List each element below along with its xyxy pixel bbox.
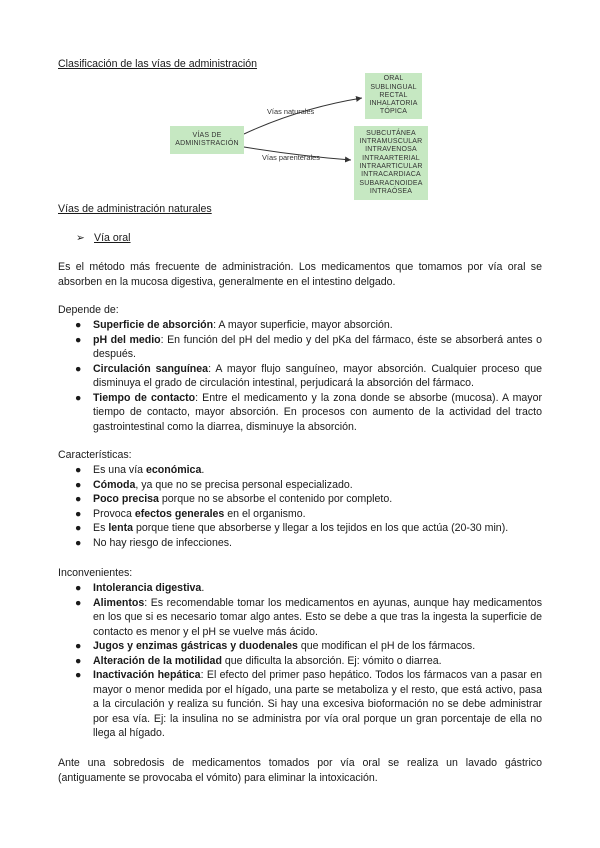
item-term: Alteración de la motilidad [93, 654, 222, 667]
item-text: porque no se absorbe el contenido por completo. [158, 493, 393, 505]
subheading-via-oral [76, 232, 131, 244]
label-parenterales: Vías parenterales [262, 153, 320, 162]
via-natural-item: INHALATORIA [369, 100, 418, 108]
heading-naturales: Vías de administración naturales [58, 203, 212, 215]
subheading-text: Vía oral [94, 232, 131, 244]
item-text: Es [93, 522, 109, 534]
item-text: No hay riesgo de infecciones. [93, 536, 232, 549]
item-text: : A mayor flujo sanguíneo, mayor absorción. Cualquier proceso que disminuya el grado de circulación intestinal, perjudicará la absorción del fármaco. [93, 362, 542, 389]
item-term: lenta [108, 522, 134, 534]
bullet-icon: ● [75, 391, 82, 404]
root-box-line: VÍAS DE [192, 131, 222, 139]
arrow-bullet-icon: ➢ [76, 232, 85, 244]
root-box [170, 126, 244, 154]
item-term: económica [146, 464, 202, 476]
via-natural-item: SUBLINGUAL [370, 83, 417, 91]
inconveniente-item [58, 581, 542, 596]
item-term: Circulación sanguínea [93, 362, 209, 375]
bullet-icon: ● [75, 333, 82, 346]
depende-item [58, 362, 542, 391]
label-naturales: Vías naturales [267, 107, 315, 116]
via-parenteral-item: INTRAARTERIAL [362, 154, 420, 162]
via-parenteral-item: INTRACARDIACA [361, 171, 421, 179]
depende-list [58, 318, 542, 434]
item-text: que modifican el pH de los fármacos. [297, 640, 476, 652]
item-text: . [201, 464, 205, 476]
inconvenientes-label: Inconvenientes: [58, 567, 133, 579]
intro-paragraph: Es el método más frecuente de administración. Los medicamentos que tomamos por vía oral se absorben en la mucosa digestiva, generalmente en el intestino delgado. [58, 261, 542, 288]
via-parenteral-item: SUBCUTÁNEA [366, 129, 416, 137]
depende-item [58, 333, 542, 362]
item-term: Poco precisa [93, 493, 159, 505]
via-natural-item: ORAL [383, 75, 404, 83]
bullet-icon: ● [75, 493, 82, 505]
item-text: . [201, 582, 205, 594]
caracteristica-item [58, 463, 542, 478]
item-text: Es una vía [93, 464, 146, 476]
item-term: Cómoda [93, 478, 136, 491]
via-parenteral-item: INTRAÓSEA [369, 187, 413, 195]
via-parenteral-item: INTRAVENOSA [365, 146, 417, 154]
bullet-icon: ● [75, 654, 82, 667]
heading-clasificacion: Clasificación de las vías de administración [58, 58, 258, 70]
bullet-icon: ● [75, 478, 82, 491]
item-term: Jugos y enzimas gástricas y duodenales [93, 640, 298, 652]
depende-label: Depende de: [58, 304, 119, 316]
bullet-icon: ● [75, 522, 82, 534]
diagram-arrows [0, 0, 600, 210]
bullet-icon: ● [75, 640, 82, 652]
caracteristica-item [58, 536, 542, 551]
item-term: Intolerancia digestiva [93, 582, 202, 594]
via-parenteral-item: INTRAMUSCULAR [359, 138, 423, 146]
item-text: : Entre el medicamento y la zona donde se absorbe (mucosa). A mayor tiempo de contacto, mayor absorción. En procesos con aumento de la actividad del tracto gastrointestinal como la diarrea, disminuye la absorción. [93, 391, 542, 433]
inconveniente-item [58, 668, 542, 741]
parenterales-box [354, 126, 428, 200]
caracteristica-item [58, 521, 542, 536]
via-natural-item: TÓPICA [379, 108, 408, 116]
item-term: Superficie de absorción [93, 319, 214, 331]
caracteristica-item [58, 507, 542, 522]
inconveniente-item [58, 654, 542, 669]
bullet-icon: ● [75, 319, 82, 331]
item-term: Tiempo de contacto [93, 391, 196, 404]
bullet-icon: ● [75, 669, 82, 681]
item-term: Alimentos [93, 596, 145, 609]
bullet-icon: ● [75, 582, 82, 594]
item-text: que dificulta la absorción. Ej: vómito o diarrea. [221, 654, 442, 667]
item-text: Provoca [93, 507, 135, 520]
root-box-line: ADMINISTRACIÓN [175, 140, 239, 147]
item-text: : El efecto del primer paso hepático. Todos los fármacos van a pasar en mayor o menor medida por el hígado, una parte se metaboliza y el resto, que está activo, pasa a la circulación y realiza su función. Si hay una excesiva bioformación no se debe administrar por esa vía. Ej: la insulina no se administra por vía oral porque un gran porcentaje de ella no llega al hígado. [93, 669, 543, 739]
bullet-icon: ● [75, 536, 82, 549]
arrow-naturales [244, 98, 362, 134]
bullet-icon: ● [75, 507, 82, 520]
item-text: : Es recomendable tomar los medicamentos en ayunas, aunque hay medicamentos en los que si es necesario tomar algo antes. Esto se debe a que tras la ingesta la superficie de contacto es menor y el pH se vuelve más ácido. [93, 596, 542, 638]
depende-item [58, 318, 542, 333]
via-parenteral-item: INTRAARTICULAR [359, 163, 423, 170]
item-term: efectos generales [134, 507, 225, 520]
inconveniente-item [58, 596, 542, 640]
item-text: , ya que no se precisa personal especializado. [135, 478, 353, 491]
inconveniente-item [58, 639, 542, 654]
bullet-icon: ● [75, 464, 82, 476]
depende-item [58, 391, 542, 435]
item-text: porque tiene que absorberse y llegar a los tejidos en los que actúa (20-30 min). [133, 522, 509, 534]
classification-diagram [0, 0, 600, 210]
item-text: en el organismo. [224, 507, 306, 520]
via-parenteral-item: SUBARACNOIDEA [359, 179, 423, 187]
bullet-icon: ● [75, 362, 82, 375]
caracteristica-item [58, 492, 542, 507]
item-text: : A mayor superficie, mayor absorción. [213, 319, 393, 331]
bullet-icon: ● [75, 596, 82, 609]
caracteristica-item [58, 478, 542, 493]
via-natural-item: RECTAL [379, 91, 408, 99]
item-term: Inactivación hepática [93, 669, 201, 681]
inconvenientes-list [58, 581, 542, 741]
item-text: : En función del pH del medio y del pKa del fármaco, éste se absorberá antes o después. [93, 333, 542, 360]
caracteristicas-label: Características: [58, 449, 132, 461]
caracteristicas-list [58, 463, 542, 550]
item-term: pH del medio [93, 333, 161, 346]
final-paragraph: Ante una sobredosis de medicamentos tomados por vía oral se realiza un lavado gástrico (antiguamente se provocaba el vómito) para eliminar la intoxicación. [58, 757, 542, 784]
naturales-box [365, 73, 422, 119]
